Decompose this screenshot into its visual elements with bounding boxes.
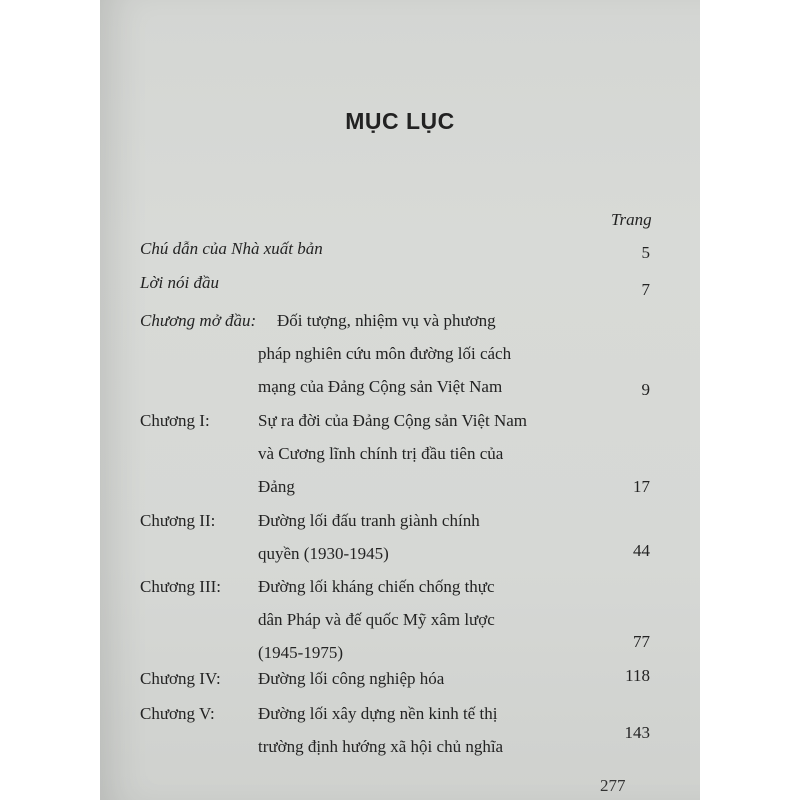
toc-entry-label: Chú dẫn của Nhà xuất bản [140,239,323,258]
toc-entry-page: 9 [641,380,650,399]
toc-entry-line: Đường lối đấu tranh giành chính [258,511,480,530]
toc-entry-label: Chương I: [140,411,210,430]
toc-entry-line: trường định hướng xã hội chủ nghĩa [258,737,504,756]
toc-entry-line: Đảng [258,477,295,496]
toc-entry-page: 5 [641,243,650,262]
toc-entry-line: mạng của Đảng Cộng sản Việt Nam [258,377,503,396]
toc-entry-line: Đường lối kháng chiến chống thực [258,577,495,596]
toc-entry-line: và Cương lĩnh chính trị đầu tiên của [258,444,504,463]
page-column-header: Trang [611,210,652,229]
toc-entry [0,697,800,767]
toc-entry-line: dân Pháp và đế quốc Mỹ xâm lược [258,610,495,629]
toc-entry-line: Đối tượng, nhiệm vụ và phương [277,311,496,330]
toc-entry-line: Đường lối xây dựng nền kinh tế thị [258,704,498,723]
toc-entry-page: 7 [641,280,650,299]
toc-entry-line: quyền (1930-1945) [258,544,389,563]
toc-entry-page: 17 [633,477,650,496]
toc-entry [0,304,800,404]
toc-entry-page: 44 [633,541,650,560]
toc-entry-label: Chương V: [140,704,215,723]
toc-entry-line: pháp nghiên cứu môn đường lối cách [258,344,512,363]
toc-entry-label: Chương III: [140,577,221,596]
toc-entry-line: Đường lối công nghiệp hóa [258,669,445,688]
toc-entry-label: Chương IV: [140,669,221,688]
toc-entry-label: Chương mở đầu: [140,311,257,330]
toc-entry-page: 118 [625,666,650,685]
footer-page-number: 277 [600,776,626,795]
toc-entry [0,570,800,670]
toc-entry-label: Lời nói đầu [140,273,219,292]
toc-entry-line: (1945-1975) [258,643,343,662]
toc-entry-page: 77 [633,632,650,651]
toc-entry-label: Chương II: [140,511,216,530]
toc-entry-page: 143 [624,723,650,742]
toc-entry-line: Sự ra đời của Đảng Cộng sản Việt Nam [258,411,527,430]
toc-entry [0,404,800,504]
page-title: MỤC LỤC [345,108,455,134]
toc-entry [0,662,800,698]
toc-entry [0,504,800,574]
